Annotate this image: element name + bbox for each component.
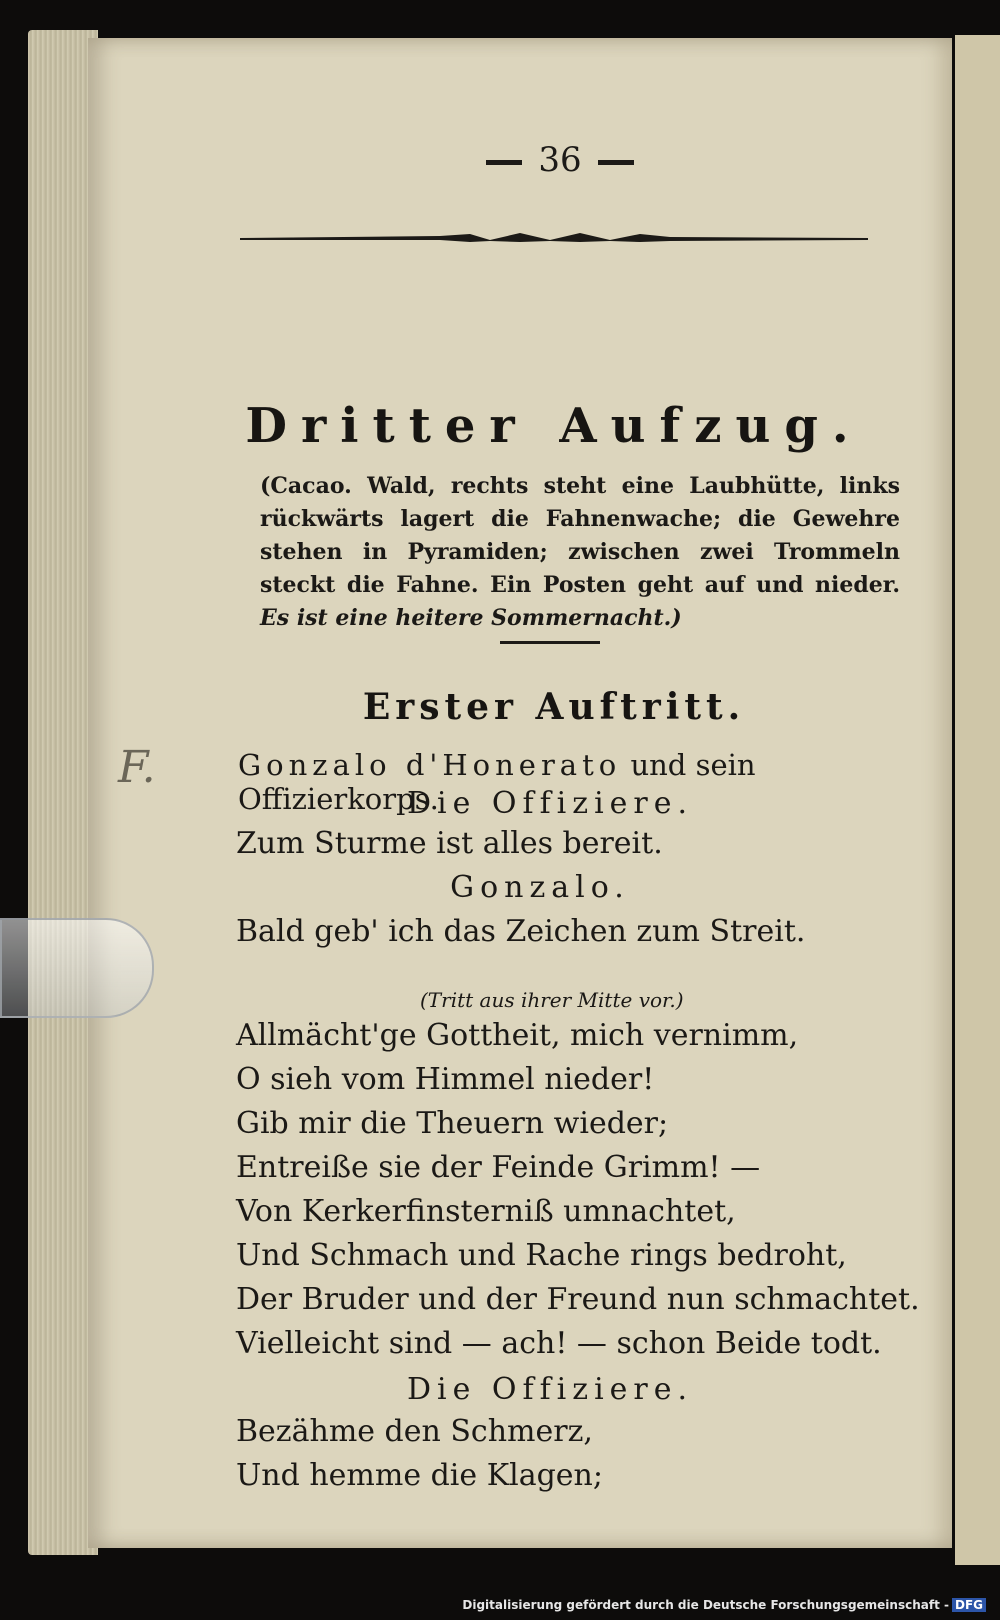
cast-rest: und sein Offizierkorps.	[238, 748, 756, 816]
verse-line: Von Kerkerfinsterniß umnachtet,	[236, 1194, 736, 1229]
page-number	[460, 140, 660, 180]
footer-credit	[462, 1598, 986, 1612]
cast-name: Gonzalo d'Honerato	[238, 748, 622, 782]
verse-line: Und Schmach und Rache rings bedroht,	[236, 1238, 847, 1273]
verse-line: O sieh vom Himmel nieder!	[236, 1062, 655, 1097]
verse-line: Bezähme den Schmerz,	[236, 1414, 593, 1449]
verse-line: Der Bruder und der Freund nun schmachtet.	[236, 1282, 920, 1317]
verse-line: Gib mir die Theuern wieder;	[236, 1106, 669, 1141]
footer-text: Digitalisierung gefördert durch die Deutsche Forschungsgemeinschaft -	[462, 1598, 949, 1612]
verse-line: Zum Sturme ist alles bereit.	[236, 826, 663, 861]
verse-line: Allmächt'ge Gottheit, mich vernimm,	[236, 1018, 799, 1053]
page-holder-clip	[0, 918, 154, 1018]
speaker-offiziere: Die Offiziere.	[406, 786, 694, 821]
verse-line: Und hemme die Klagen;	[236, 1458, 603, 1493]
section-divider	[500, 641, 600, 644]
stage-direction-text: (Cacao. Wald, rechts steht eine Laubhütte, links rückwärts lagert die Fahnenwache; die Gewehre stehen in Pyramiden; zwischen zwei Trommeln steckt die Fahne. Ein Posten geht auf und nieder.	[260, 473, 900, 598]
page-number-dash-right	[598, 160, 634, 165]
speaker-gonzalo: Gonzalo.	[450, 870, 630, 905]
handwritten-margin-mark: F.	[118, 742, 156, 793]
verse-line: Entreiße sie der Feinde Grimm! —	[236, 1150, 761, 1185]
stage-direction-italic: Es ist eine heitere Sommernacht.)	[260, 605, 682, 631]
act-heading: Dritter Aufzug.	[245, 398, 863, 454]
dfg-logo: DFG	[952, 1598, 986, 1612]
verse-line: Vielleicht sind — ach! — schon Beide todt.	[236, 1326, 882, 1361]
verse-line: Bald geb' ich das Zeichen zum Streit.	[236, 914, 806, 949]
speaker-offiziere: Die Offiziere.	[406, 1372, 694, 1407]
scene-heading: Erster Auftritt.	[362, 686, 746, 728]
page-number-value: 36	[538, 140, 582, 180]
stage-direction	[260, 470, 900, 635]
page-number-dash-left	[486, 160, 522, 165]
facing-page-edge	[955, 35, 1000, 1565]
ornament-rule	[240, 228, 868, 248]
stage-direction-inline: (Tritt aus ihrer Mitte vor.)	[420, 988, 684, 1012]
